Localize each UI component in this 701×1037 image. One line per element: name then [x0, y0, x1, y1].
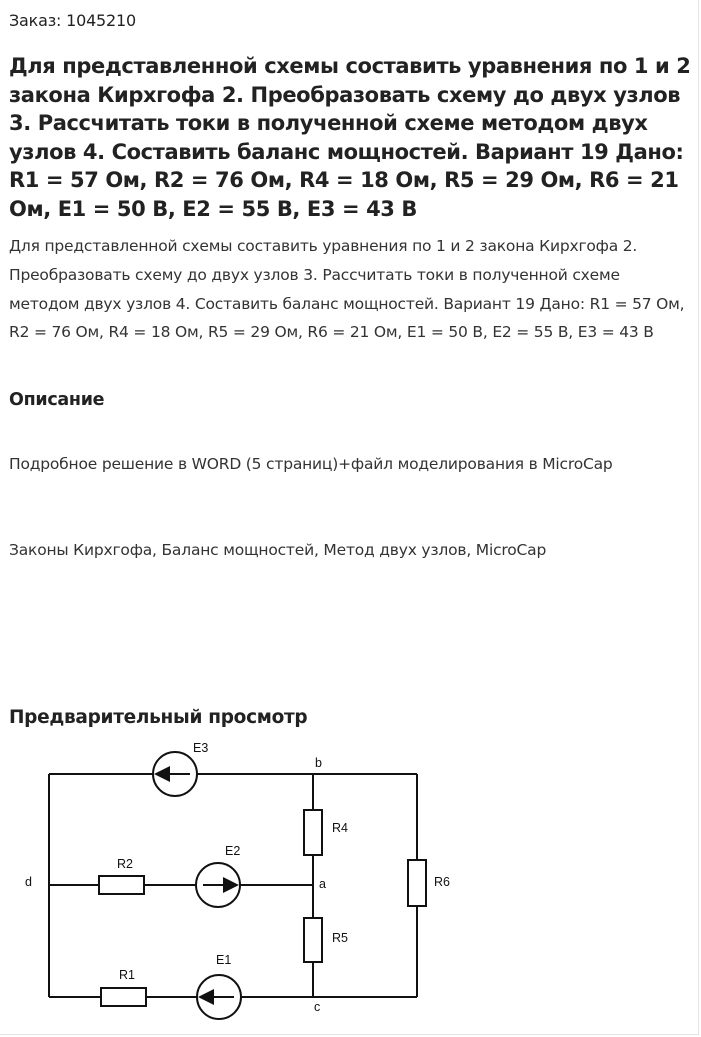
resistor-r1: [101, 988, 146, 1006]
resistor-r5: [304, 918, 322, 962]
label-r4: R4: [332, 821, 348, 835]
label-e2: E2: [225, 844, 241, 858]
node-label-d: d: [25, 875, 32, 889]
resistor-r2: [99, 876, 144, 894]
description-paragraph: Подробное решение в WORD (5 страниц)+файл моделирования в MicroCap: [9, 455, 613, 473]
source-e1: [197, 975, 241, 1019]
node-label-a: a: [319, 877, 326, 891]
source-e3: [153, 752, 197, 796]
label-e1: E1: [216, 953, 232, 967]
task-title: Для представленной схемы составить уравнения по 1 и 2 закона Кирхгофа 2. Преобразовать схему до двух узлов 3. Рассчитать токи в полученной схеме методом двух узлов 4. Составить баланс мощностей. Вариант 19 Дано: R1 = 57 Ом, R2 = 76 Ом, R4 = 18 Ом, R5 = 29 Ом, R6 = 21 Ом, E1 = 50 В, E2 = 55 В, E3 = 43 В: [9, 54, 691, 221]
label-r6: R6: [434, 875, 450, 889]
label-r2: R2: [117, 857, 133, 871]
resistor-r4: [304, 810, 322, 855]
label-e3: E3: [193, 741, 209, 755]
task-text: Для представленной схемы составить уравнения по 1 и 2 закона Кирхгофа 2. Преобразовать схему до двух узлов 3. Рассчитать токи в полученной схеме методом двух узлов 4. Составить баланс мощностей. Вариант 19 Дано: R1 = 57 Ом, R2 = 76 Ом, R4 = 18 Ом, R5 = 29 Ом, R6 = 21 Ом, E1 = 50 В, E2 = 55 В, E3 = 43 В: [9, 237, 685, 342]
node-label-c: c: [314, 1000, 321, 1014]
node-label-b: b: [315, 756, 322, 770]
label-r1: R1: [119, 968, 135, 982]
preview-heading: Предварительный просмотр: [9, 707, 308, 728]
label-r5: R5: [332, 931, 348, 945]
description-heading: Описание: [9, 390, 105, 410]
order-number: Заказ: 1045210: [9, 11, 136, 30]
description-tags: Законы Кирхгофа, Баланс мощностей, Метод двух узлов, MicroCap: [9, 541, 547, 559]
source-e2: [196, 863, 240, 907]
circuit-schematic: [0, 735, 701, 1035]
resistor-r6: [408, 860, 426, 906]
